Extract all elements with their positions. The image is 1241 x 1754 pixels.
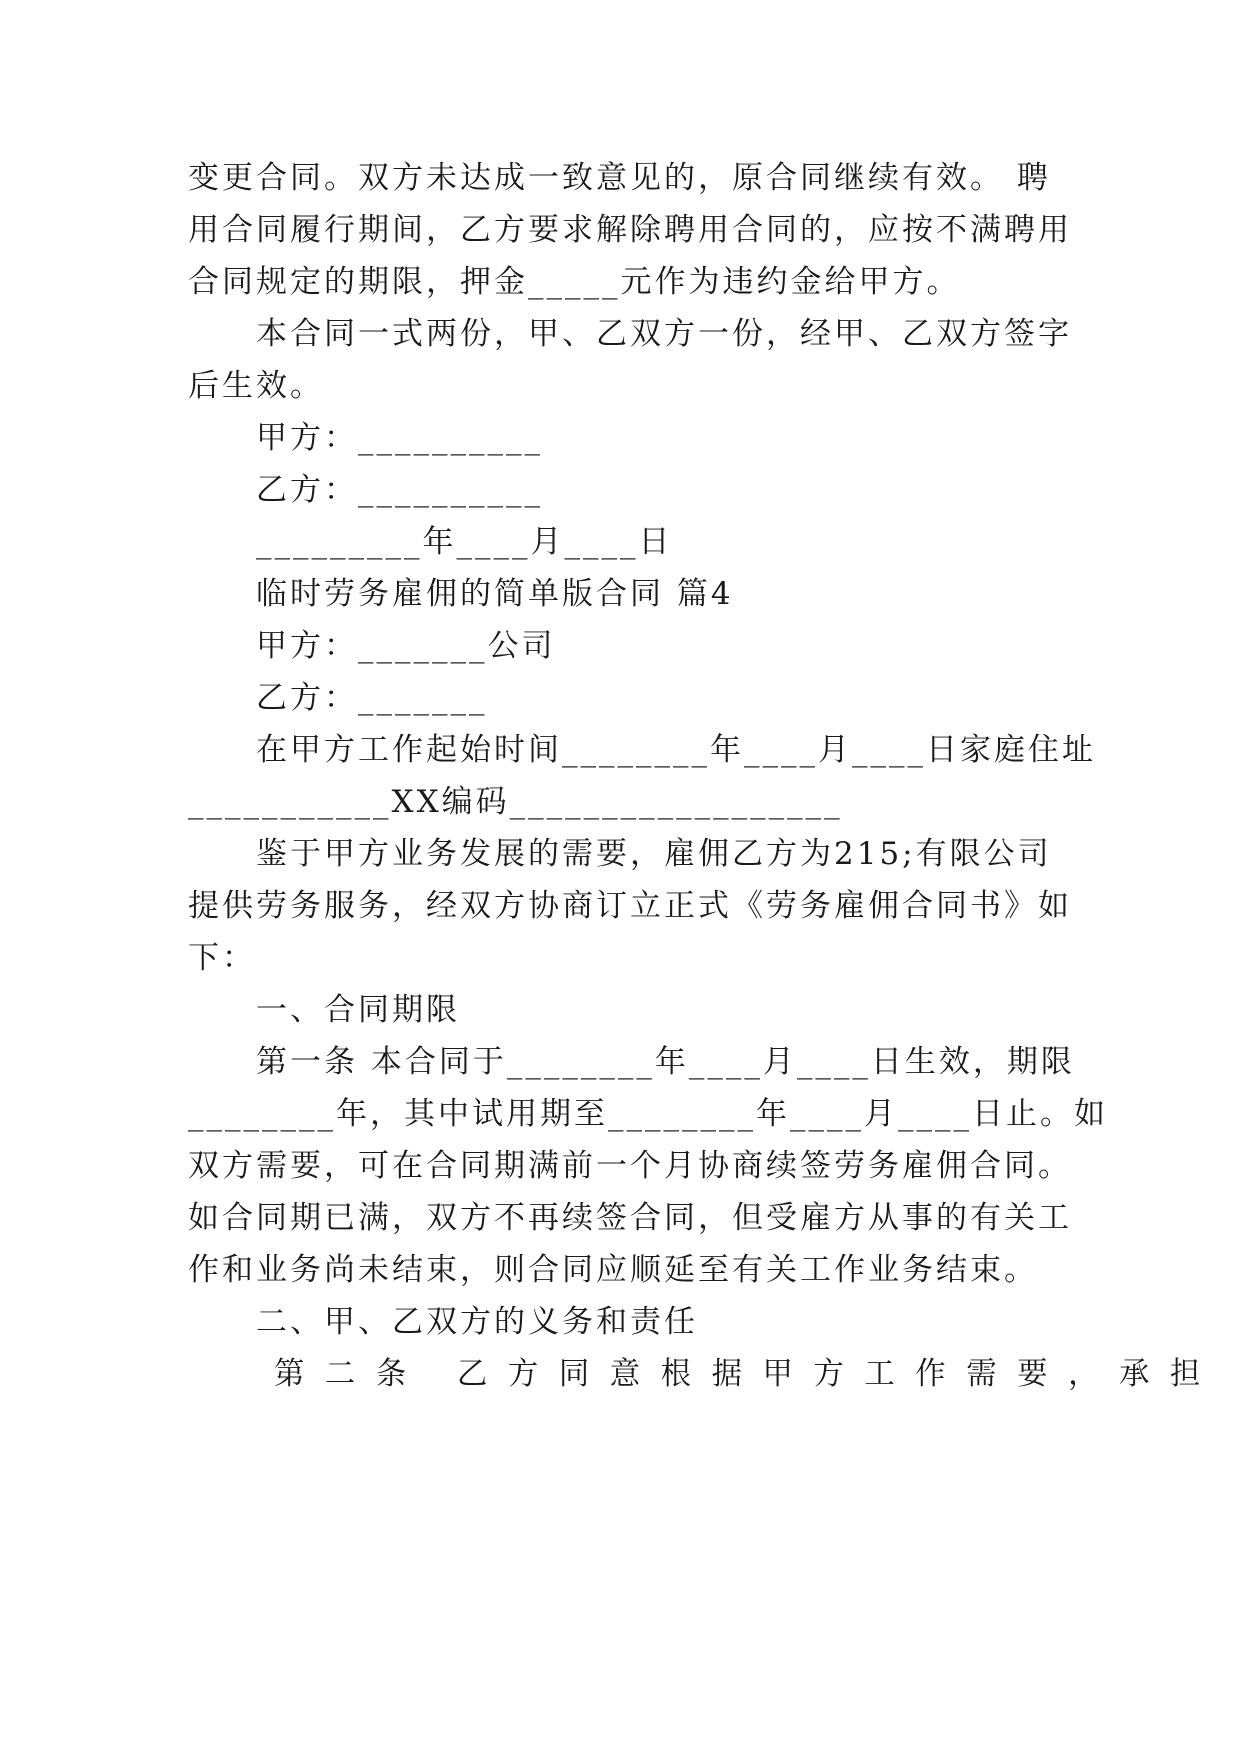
text-line: 如合同期已满，双方不再续签合同，但受雇方从事的有关工 — [188, 1200, 1072, 1236]
text-line: 双方需要，可在合同期满前一个月协商续签劳务雇佣合同。 — [188, 1148, 1072, 1184]
text-line: 在甲方工作起始时间________年____月____日家庭住址 — [256, 732, 1096, 768]
date-line: _________年____月____日 — [256, 524, 673, 560]
heading: 一、合同期限 — [256, 992, 460, 1028]
text-line: 本合同一式两份，甲、乙双方一份，经甲、乙双方签字 — [256, 316, 1072, 352]
text-line: 合同规定的期限，押金_____元作为违约金给甲方。 — [188, 264, 961, 300]
section-title: 临时劳务雇佣的简单版合同 篇4 — [256, 576, 734, 612]
party-a-line: 甲方：_______公司 — [256, 628, 556, 664]
text-line: 提供劳务服务，经双方协商订立正式《劳务雇佣合同书》如 — [188, 888, 1072, 924]
text-line: 第二条 乙方同意根据甲方工作需要，承担 — [274, 1356, 1221, 1392]
text-line: 第一条 本合同于________年____月____日生效，期限 — [256, 1044, 1075, 1080]
party-a-signature-line: 甲方：__________ — [256, 420, 543, 456]
text-line: 用合同履行期间，乙方要求解除聘用合同的，应按不满聘用 — [188, 212, 1072, 248]
text-line: ________年，其中试用期至________年____月____日止。如 — [188, 1096, 1108, 1132]
text-line: 变更合同。双方未达成一致意见的，原合同继续有效。 聘 — [188, 160, 1051, 196]
party-b-line: 乙方：_______ — [256, 680, 488, 716]
text-line: 后生效。 — [188, 368, 324, 404]
text-line: 下： — [188, 940, 256, 976]
heading: 二、甲、乙双方的义务和责任 — [256, 1304, 698, 1340]
text-line: ___________XX编码__________________ — [188, 784, 843, 820]
text-line: 作和业务尚未结束，则合同应顺延至有关工作业务结束。 — [188, 1252, 1038, 1288]
text-line: 鉴于甲方业务发展的需要，雇佣乙方为215;有限公司 — [256, 836, 1052, 872]
party-b-signature-line: 乙方：__________ — [256, 472, 543, 508]
